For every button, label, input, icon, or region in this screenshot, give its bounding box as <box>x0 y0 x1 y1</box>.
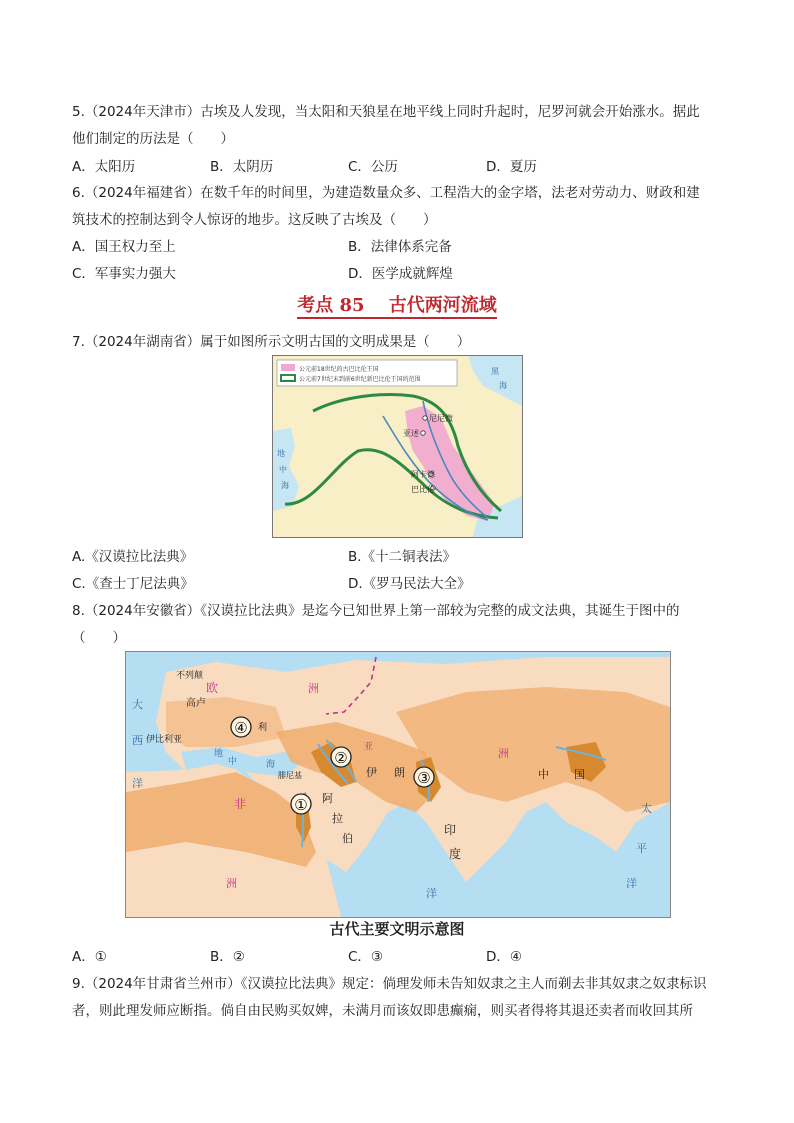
q8-stem-line1: 8.（2024年安徽省）《汉谟拉比法典》是迄今已知世界上第一部较为完整的成文法典，其诞生于图中的 <box>72 603 680 619</box>
assur-label: 亚述 <box>403 429 419 438</box>
label-med-di: 地 <box>214 749 224 759</box>
q6-stem-line1: 6.（2024年福建省）在数千年的时间里，为建造数量众多、工程浩大的金字塔，法老对劳动力、财政和建 <box>72 185 700 201</box>
q8-option-c[interactable]: C．③ <box>348 949 384 965</box>
q8-option-a[interactable]: A．① <box>72 949 107 965</box>
q8-option-b[interactable]: B．② <box>210 949 245 965</box>
label-britain: 不列颠 <box>176 671 204 681</box>
legend-label-green: 公元前7世纪末到前6世纪新巴比伦王国的范围 <box>299 376 421 383</box>
q6-stem-line2: 筑技术的控制达到令人惊讶的地步。这反映了古埃及（ ） <box>72 212 437 228</box>
med-label-zhong: 中 <box>279 465 287 474</box>
q9-stem-line1: 9.（2024年甘肃省兰州市）《汉谟拉比法典》规定：倘理发师未告知奴隶之主人而剃去非其奴隶之奴隶标识 <box>72 976 707 992</box>
assur-marker <box>421 431 425 435</box>
q5-stem-line2: 他们制定的历法是（ ） <box>72 131 234 147</box>
label-med-hai: 海 <box>266 760 276 770</box>
q7-stem: 7.（2024年湖南省）属于如图所示文明古国的文明成果是（ ） <box>72 334 471 350</box>
label-atlantic-yang: 洋 <box>132 777 143 790</box>
q6-option-d[interactable]: D．医学成就辉煌 <box>348 266 453 282</box>
legend-swatch-pink <box>281 364 295 371</box>
label-phoenicia: 腓尼基 <box>278 771 302 780</box>
label-atlantic-da: 大 <box>132 698 143 711</box>
q6-option-c[interactable]: C．军事实力强大 <box>72 266 176 282</box>
akkad-label: 阿卡德 <box>411 470 435 479</box>
label-africa-1: 非 <box>234 797 247 811</box>
label-indian-ocean: 洋 <box>426 887 437 900</box>
q5-option-b[interactable]: B．太阴历 <box>210 159 274 175</box>
nineveh-marker <box>423 416 427 420</box>
north-sea-label-1: 黑 <box>491 367 499 376</box>
section-heading-text: 考点 85 古代两河流域 <box>297 295 497 319</box>
q5-option-d[interactable]: D．夏历 <box>486 159 537 175</box>
marker-4-label: ④ <box>234 719 248 737</box>
label-asia-ya: 亚 <box>364 742 374 752</box>
label-europe: 欧 <box>206 681 219 695</box>
label-arabia-2: 拉 <box>332 812 343 825</box>
q9-stem-line2: 者，则此理发师应断指。倘自由民购买奴婢，未满月而该奴即患癫痫，则买者得将其退还卖者而收回其所 <box>72 1003 693 1019</box>
label-arabia-1: 阿 <box>322 792 333 805</box>
q7-option-a[interactable]: A.《汉谟拉比法典》 <box>72 549 194 565</box>
legend-label-pink: 公元前18世纪的古巴比伦王国 <box>299 366 379 373</box>
q7-option-b[interactable]: B.《十二铜表法》 <box>348 549 457 565</box>
label-europe-zhou: 洲 <box>308 682 319 695</box>
label-med-zhong: 中 <box>228 757 238 767</box>
q5-option-a[interactable]: A．太阳历 <box>72 159 136 175</box>
label-gaul: 高卢 <box>186 698 206 709</box>
marker-2[interactable] <box>331 747 351 767</box>
q7-option-d[interactable]: D.《罗马民法大全》 <box>348 576 471 592</box>
section-heading <box>0 291 794 317</box>
label-pacific-2: 平 <box>636 842 647 855</box>
marker-1[interactable] <box>291 794 311 814</box>
q6-option-b[interactable]: B．法律体系完备 <box>348 239 452 255</box>
q8-civilizations-map <box>125 651 671 918</box>
q8-map-caption: 古代主要文明示意图 <box>329 920 465 938</box>
q8-option-d[interactable]: D．④ <box>486 949 522 965</box>
label-pacific-3: 洋 <box>626 877 637 890</box>
label-italy: 利 <box>258 723 268 733</box>
q5-option-c[interactable]: C．公历 <box>348 159 398 175</box>
north-sea-label-2: 海 <box>499 381 507 390</box>
marker-1-label: ① <box>294 796 308 814</box>
label-asia-zhou: 洲 <box>498 747 509 760</box>
marker-2-label: ② <box>334 749 348 767</box>
med-label-di: 地 <box>277 449 285 458</box>
label-iran-2: 朗 <box>394 766 405 779</box>
marker-3[interactable] <box>414 767 434 787</box>
marker-3-label: ③ <box>417 769 431 787</box>
q7-babylon-map <box>272 355 523 538</box>
label-pacific-1: 太 <box>641 802 652 815</box>
label-africa-2: 洲 <box>226 877 237 890</box>
label-china-2: 国 <box>574 768 585 781</box>
label-india-2: 度 <box>449 847 462 861</box>
nineveh-label: 尼尼微 <box>429 414 453 423</box>
q7-option-c[interactable]: C.《查士丁尼法典》 <box>72 576 194 592</box>
q5-stem-line1: 5.（2024年天津市）古埃及人发现，当太阳和天狼星在地平线上同时升起时，尼罗河就会开始涨水。据此 <box>72 104 700 120</box>
med-label-hai: 海 <box>281 481 289 490</box>
label-atlantic-xi: 西 <box>132 734 143 747</box>
label-china-1: 中 <box>538 768 549 781</box>
label-iran-1: 伊 <box>366 766 377 779</box>
label-arabia-3: 伯 <box>342 832 353 845</box>
babylon-label: 巴比伦 <box>411 485 435 494</box>
q6-option-a[interactable]: A．国王权力至上 <box>72 239 176 255</box>
marker-4[interactable] <box>231 717 251 737</box>
label-india-1: 印 <box>444 823 457 837</box>
q8-stem-line2: （ ） <box>72 630 126 646</box>
label-iberia: 伊比利亚 <box>146 735 183 745</box>
